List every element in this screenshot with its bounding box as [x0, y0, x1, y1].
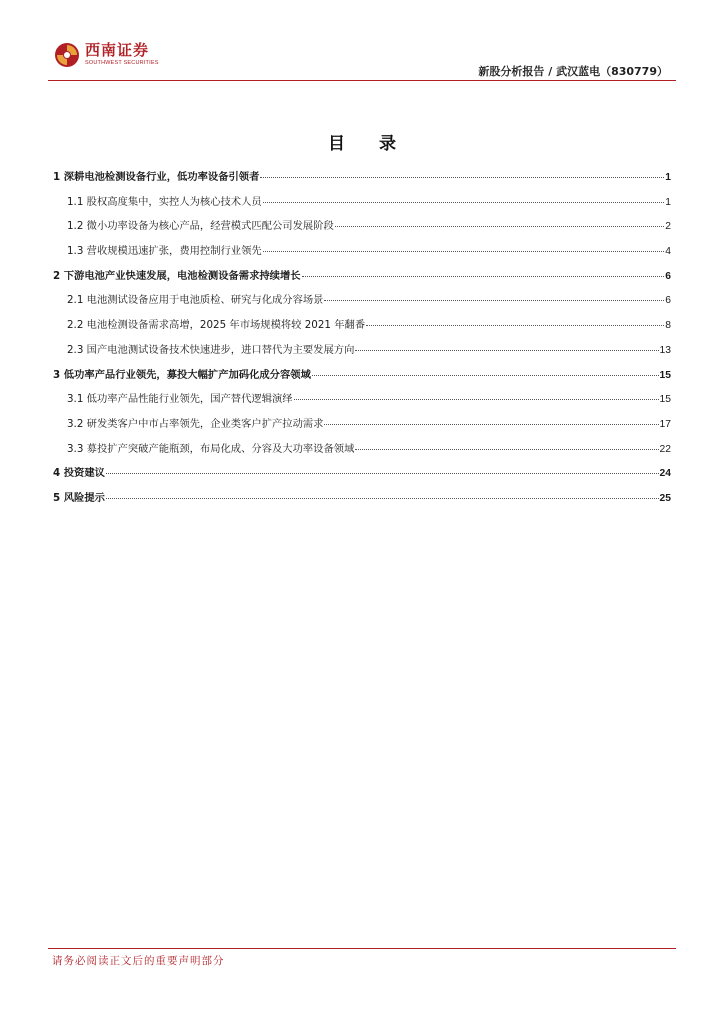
toc-page-number: 8 [665, 320, 671, 332]
toc-leader-dots [106, 470, 659, 474]
toc-entry[interactable] [53, 489, 671, 514]
toc-entry[interactable] [53, 291, 671, 316]
toc-leader-dots [302, 273, 665, 277]
toc-leader-dots [355, 446, 658, 450]
toc-entry-title: 2.2 电池检测设备需求高增，2025 年市场规模将较 2021 年翻番 [67, 319, 366, 332]
toc-heading: 目 录 [328, 134, 410, 154]
toc-page-number: 22 [659, 443, 671, 455]
toc-leader-dots [335, 223, 664, 227]
toc-entry[interactable] [53, 440, 671, 465]
toc-leader-dots [294, 396, 659, 400]
toc-entry-title: 4 投资建议 [53, 467, 105, 480]
toc-entry[interactable] [53, 415, 671, 440]
toc-entry-title: 3 低功率产品行业领先，募投大幅扩产加码化成分容领域 [53, 368, 311, 381]
toc-entry[interactable] [53, 217, 671, 242]
toc-page-number: 6 [665, 270, 671, 282]
toc-entry-title: 2.1 电池测试设备应用于电池质检、研究与化成分容场景 [67, 294, 324, 307]
toc-leader-dots [324, 421, 658, 425]
toc-entry-title: 3.3 募投扩产突破产能瓶颈，布局化成、分容及大功率设备领域 [67, 442, 355, 455]
toc-page-number: 1 [665, 172, 671, 183]
toc-leader-dots [263, 248, 665, 252]
toc-leader-dots [366, 322, 664, 326]
toc-entry-title: 2.3 国产电池测试设备技术快速进步，进口替代为主要发展方向 [67, 343, 355, 356]
toc-entry[interactable] [53, 168, 671, 193]
company-logo [54, 42, 159, 68]
toc-page-number: 2 [665, 221, 671, 233]
table-of-contents [53, 168, 671, 514]
toc-entry-title: 2 下游电池产业快速发展，电池检测设备需求持续增长 [53, 269, 301, 282]
toc-entry-title: 5 风险提示 [53, 491, 105, 504]
toc-entry-title: 1 深耕电池检测设备行业，低功率设备引领者 [53, 171, 260, 183]
toc-leader-dots [106, 495, 659, 499]
toc-entry-title: 3.1 低功率产品性能行业领先，国产替代逻辑演绎 [67, 393, 293, 406]
report-title: 新股分析报告 / 武汉蓝电（830779） [478, 65, 668, 78]
toc-page-number: 13 [659, 344, 671, 356]
footer-divider [48, 948, 676, 949]
toc-page-number: 15 [659, 369, 671, 381]
page-header [0, 0, 724, 82]
toc-leader-dots [312, 372, 659, 376]
toc-entry[interactable] [53, 464, 671, 489]
toc-page-number: 6 [665, 295, 671, 307]
toc-entry-title: 1.1 股权高度集中，实控人为核心技术人员 [67, 195, 262, 208]
toc-page-number: 17 [659, 418, 671, 430]
toc-leader-dots [324, 297, 664, 301]
toc-entry-title: 1.3 营收规模迅速扩张，费用控制行业领先 [67, 245, 262, 258]
footer-disclaimer: 请务必阅读正文后的重要声明部分 [52, 955, 225, 967]
header-divider [48, 80, 676, 81]
toc-entry[interactable] [53, 193, 671, 218]
toc-leader-dots [260, 174, 664, 178]
toc-entry-title: 3.2 研发类客户中市占率领先，企业类客户扩产拉动需求 [67, 417, 324, 430]
toc-page-number: 15 [659, 394, 671, 406]
toc-entry[interactable] [53, 316, 671, 341]
swsc-logo-icon [54, 42, 80, 68]
toc-page-number: 4 [665, 246, 671, 258]
logo-chinese-name: 西南证券 [85, 41, 150, 60]
toc-entry[interactable] [53, 366, 671, 391]
toc-entry[interactable] [53, 242, 671, 267]
toc-entry[interactable] [53, 267, 671, 292]
toc-entry[interactable] [53, 341, 671, 366]
toc-leader-dots [263, 199, 665, 203]
toc-page-number: 25 [659, 492, 671, 504]
toc-page-number: 1 [665, 196, 671, 208]
toc-entry[interactable] [53, 390, 671, 415]
toc-page-number: 24 [659, 468, 671, 480]
logo-english-name: SOUTHWEST SECURITIES [85, 60, 159, 67]
toc-leader-dots [355, 347, 658, 351]
toc-entry-title: 1.2 微小功率设备为核心产品，经营模式匹配公司发展阶段 [67, 220, 334, 233]
